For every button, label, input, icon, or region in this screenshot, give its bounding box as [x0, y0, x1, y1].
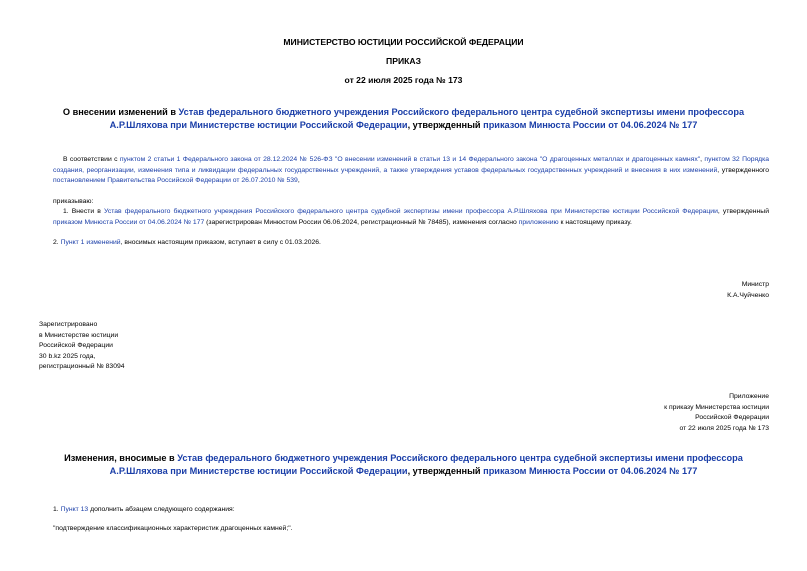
registration-line: Зарегистрировано [39, 321, 98, 328]
change-1-text: дополнить абзацем следующего содержания: [88, 506, 235, 513]
appendix-line: Российской Федерации [695, 414, 769, 422]
item-1-text: к настоящему приказу. [558, 218, 632, 226]
registration-line: Российской Федерации [39, 342, 113, 350]
item-1-paragraph [53, 207, 769, 228]
preamble-text: , [700, 156, 705, 163]
appendix-line: к приказу Министерства юстиции [664, 403, 769, 411]
item-2-text: , вносимых настоящим приказом, вступает в силу с 01.03.2026. [120, 239, 321, 246]
changes-title [40, 452, 767, 478]
order-title-prefix: О внесении изменений в [62, 107, 179, 117]
charter-link[interactable]: Устав федерального бюджетного учреждения Российского федерального центра судебной экспертизы имени профессора А.Р.Шляхова при Министерстве юстиции Российской Федерации [109, 107, 745, 130]
signature-name: К.А.Чуйченко [727, 291, 769, 299]
appendix-line: Приложение [729, 393, 769, 400]
item-1-text: 1. Внести в [63, 208, 104, 215]
government-resolution-link[interactable]: постановлением Правительства Российской Федерации от 26.07.2010 № 539 [53, 177, 298, 185]
federal-law-link[interactable]: пунктом 2 статьи 1 Федерального закона от 28.12.2024 № 526-ФЗ "О внесении изменений в статьи 13 и 14 Федерального закона "О драгоценных металлах и драгоценных камнях" [119, 156, 701, 163]
order-177-link[interactable]: приказом Минюста России от 04.06.2024 № 177 [53, 218, 205, 226]
registration-line: 30 b.kz 2025 года, [39, 352, 96, 360]
order-177-link[interactable]: приказом Минюста России от 04.06.2024 № 177 [483, 466, 698, 476]
clause-13-link[interactable]: Пункт 13 [60, 506, 89, 513]
registration-block [39, 320, 125, 373]
change-1-text: 1. [53, 506, 61, 513]
change-1-paragraph [53, 505, 235, 516]
charter-link[interactable]: Устав федерального бюджетного учреждения Российского федерального центра судебной экспертизы имени профессора А.Р.Шляхова при Министерстве юстиции Российской Федерации [109, 453, 743, 476]
item-2-text: 2. [53, 239, 61, 246]
change-1-content: "подтверждение классификационных характеристик драгоценных камней;". [53, 525, 293, 532]
item-1-text: , утвержденный [717, 208, 769, 215]
clause-1-link[interactable]: Пункт 1 [60, 239, 85, 246]
preamble-text: В соответствии с [63, 156, 120, 163]
appendix-link[interactable]: приложению [518, 218, 559, 226]
item-2-paragraph [53, 238, 769, 249]
changes-title-prefix: Изменения, вносимые в [64, 453, 178, 463]
appendix-line: от 22 июля 2025 года № 173 [679, 424, 769, 432]
signature-block [560, 280, 769, 301]
order-title [40, 106, 767, 132]
preamble-paragraph [53, 155, 769, 187]
preamble-text: , [297, 177, 300, 185]
changes-title-middle: , утвержденный [407, 466, 484, 476]
doc-type-heading: ПРИКАЗ [386, 56, 421, 66]
ministry-heading: МИНИСТЕРСТВО ЮСТИЦИИ РОССИЙСКОЙ ФЕДЕРАЦИИ [283, 37, 524, 47]
signature-position: Министр [741, 281, 769, 288]
order-177-link[interactable]: приказом Минюста России от 04.06.2024 № 177 [483, 120, 698, 130]
changes-link[interactable]: изменений [84, 239, 121, 246]
charter-link[interactable]: Устав федерального бюджетного учреждения Российского федерального центра судебной экспертизы имени профессора А.Р.Шляхова при Министерстве юстиции Российской Федерации [103, 208, 718, 215]
preamble-text: , утвержденного [717, 166, 769, 174]
item-1-text: (зарегистрирован Минюстом России 06.06.2024, регистрационный № 78485), изменения согласно [204, 218, 519, 226]
date-number-heading: от 22 июля 2025 года № 173 [344, 75, 463, 85]
order-word: приказываю: [53, 198, 94, 205]
order-title-middle: , утвержденный [407, 120, 484, 130]
procedure-link[interactable]: пунктом 32 Порядка создания, реорганизации, изменения типа и ликвидации федеральных государственных учреждений, а также утверждения уставов федеральных государственных учреждений и внесения в них изменений [53, 156, 769, 174]
appendix-header [520, 392, 769, 434]
registration-line: в Министерстве юстиции [39, 331, 119, 339]
registration-line: регистрационный № 83094 [39, 363, 125, 371]
